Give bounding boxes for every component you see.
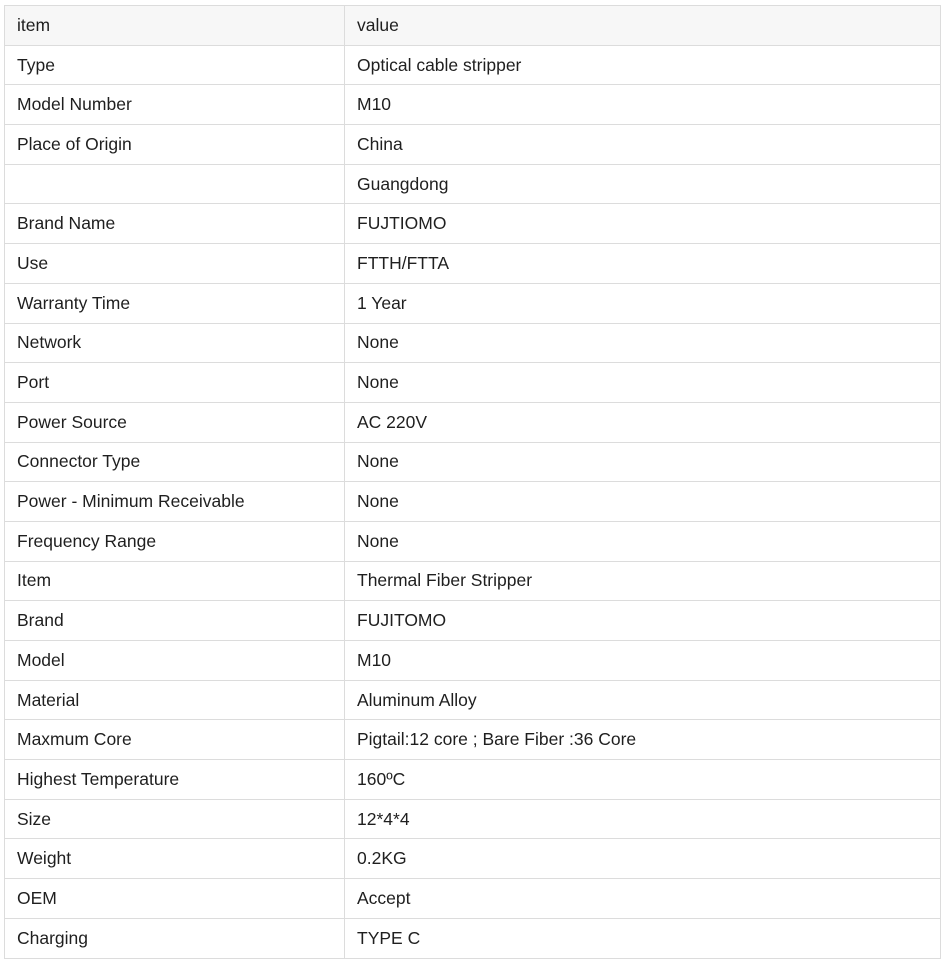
table-row [5,244,941,284]
row-value-cell: Guangdong [345,164,941,204]
header-item: item [5,6,345,46]
row-value-cell: FTTH/FTTA [345,244,941,284]
row-item-cell: Network [5,323,345,363]
row-value-cell: Optical cable stripper [345,45,941,85]
row-item-cell: Charging [5,918,345,958]
row-item-cell: Warranty Time [5,283,345,323]
row-value-cell: None [345,323,941,363]
table-body [5,45,941,958]
table-row [5,45,941,85]
row-value-cell: Pigtail:12 core ; Bare Fiber :36 Core [345,720,941,760]
table-row [5,363,941,403]
table-row [5,402,941,442]
row-value-cell: TYPE C [345,918,941,958]
row-item-cell: Use [5,244,345,284]
row-value-cell: 12*4*4 [345,799,941,839]
table-row [5,204,941,244]
row-item-cell: Power Source [5,402,345,442]
row-value-cell: 1 Year [345,283,941,323]
row-value-cell: None [345,482,941,522]
row-value-cell: M10 [345,641,941,681]
row-item-cell: Weight [5,839,345,879]
table-row [5,601,941,641]
table-row [5,680,941,720]
table-row [5,164,941,204]
table-header [5,6,941,46]
row-item-cell [5,164,345,204]
table-row [5,125,941,165]
table-row [5,561,941,601]
row-value-cell: China [345,125,941,165]
row-value-cell: M10 [345,85,941,125]
row-value-cell: Accept [345,879,941,919]
table-row [5,85,941,125]
row-item-cell: Model Number [5,85,345,125]
table-row [5,839,941,879]
table-row [5,283,941,323]
row-item-cell: Highest Temperature [5,760,345,800]
table-row [5,442,941,482]
row-value-cell: None [345,521,941,561]
table-row [5,760,941,800]
row-item-cell: Size [5,799,345,839]
row-item-cell: Model [5,641,345,681]
row-value-cell: 0.2KG [345,839,941,879]
row-item-cell: Item [5,561,345,601]
row-item-cell: Maxmum Core [5,720,345,760]
row-value-cell: Aluminum Alloy [345,680,941,720]
spec-table [4,5,941,959]
row-value-cell: FUJTIOMO [345,204,941,244]
row-value-cell: None [345,442,941,482]
table-row [5,720,941,760]
table-row [5,641,941,681]
row-item-cell: Frequency Range [5,521,345,561]
row-item-cell: Place of Origin [5,125,345,165]
row-value-cell: AC 220V [345,402,941,442]
row-value-cell: Thermal Fiber Stripper [345,561,941,601]
header-value: value [345,6,941,46]
row-value-cell: None [345,363,941,403]
table-row [5,799,941,839]
row-item-cell: Type [5,45,345,85]
row-item-cell: Brand Name [5,204,345,244]
table-row [5,482,941,522]
table-header-row [5,6,941,46]
row-value-cell: FUJITOMO [345,601,941,641]
row-value-cell: 160ºC [345,760,941,800]
row-item-cell: Brand [5,601,345,641]
table-row [5,521,941,561]
table-row [5,323,941,363]
table-row [5,918,941,958]
table-row [5,879,941,919]
row-item-cell: Material [5,680,345,720]
row-item-cell: Connector Type [5,442,345,482]
row-item-cell: Power - Minimum Receivable [5,482,345,522]
row-item-cell: OEM [5,879,345,919]
row-item-cell: Port [5,363,345,403]
